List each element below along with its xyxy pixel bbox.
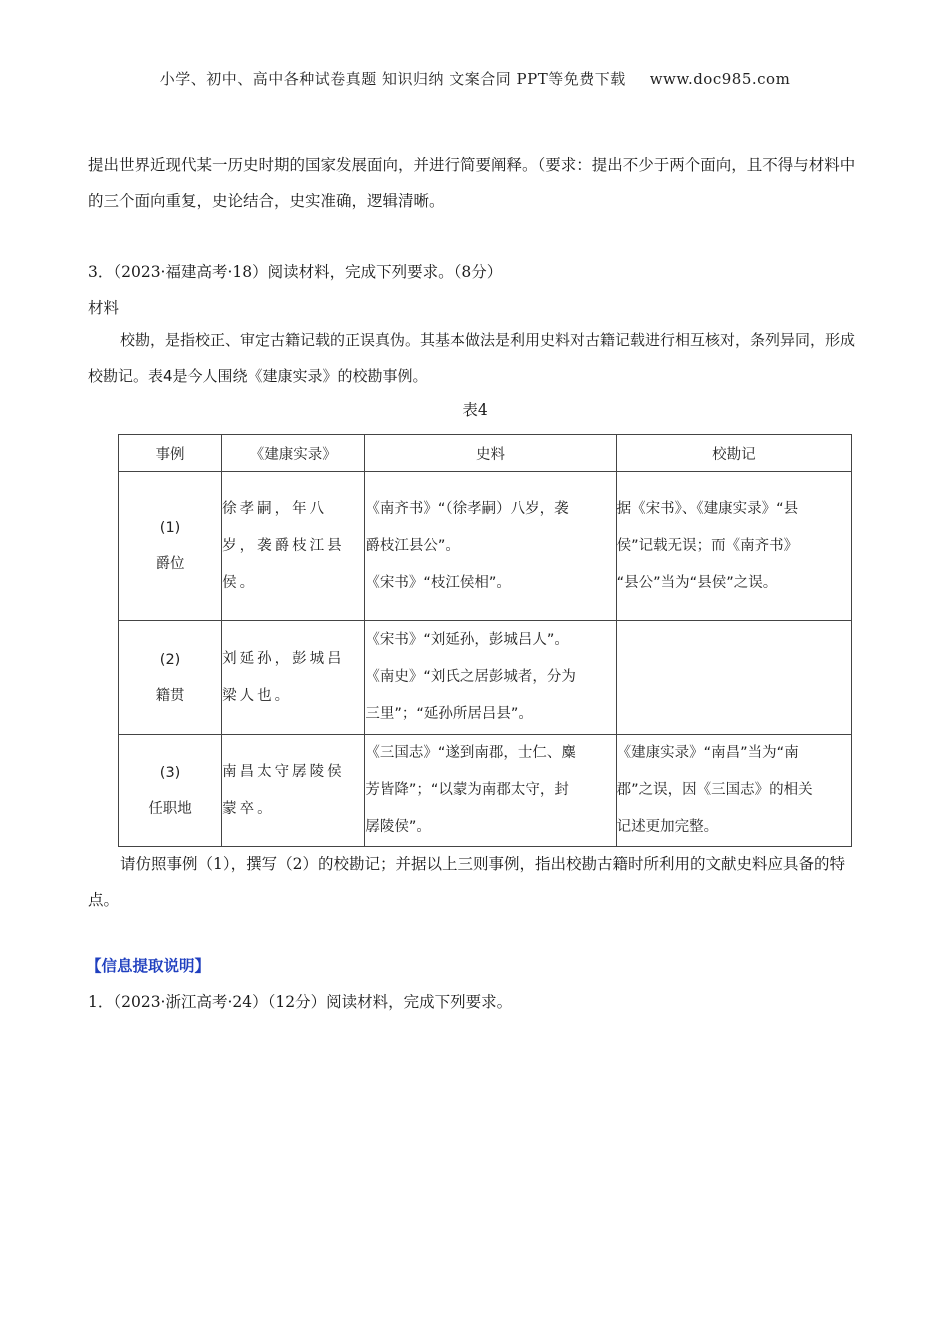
material-label: 材料 <box>88 299 120 317</box>
note-line: 侯”记载无误；而《南齐书》 <box>616 537 799 554</box>
sources-cell <box>365 621 616 735</box>
note-line: 记述更加完整。 <box>616 819 719 835</box>
note-cell <box>616 735 851 847</box>
header-jiankang-shilu: 《建康实录》 <box>222 435 365 472</box>
record-line: 蒙卒。 <box>222 800 275 817</box>
example-name: 籍贯 <box>155 687 185 704</box>
example-name: 爵位 <box>155 556 185 572</box>
record-line: 刘延孙，彭城吕 <box>222 650 345 667</box>
example-name: 任职地 <box>148 800 192 817</box>
record-line: 南昌太守孱陵侯 <box>222 763 345 780</box>
source-line: 三里”；“延孙所居吕县”。 <box>365 706 533 722</box>
question-3-title: 3．（2023·福建高考·18）阅读材料，完成下列要求。（8分） <box>88 263 503 281</box>
table-row <box>119 472 852 621</box>
header-site-link[interactable]: www.doc985.com <box>649 70 791 88</box>
source-line: 《三国志》“遂到南郡，士仁、麋 <box>365 745 576 761</box>
record-line: 侯。 <box>222 574 258 591</box>
header-collation-note: 校勘记 <box>616 435 851 472</box>
example-cell <box>119 472 222 621</box>
source-line: 爵枝江县公”。 <box>365 537 460 554</box>
record-cell <box>222 735 365 847</box>
table-row <box>119 735 852 847</box>
source-line: 孱陵侯”。 <box>365 819 431 835</box>
example-number: (1) <box>159 520 181 536</box>
section-title: 【信息提取说明】 <box>86 957 211 975</box>
source-line: 芳皆降”；“以蒙为南郡太守，封 <box>365 782 569 798</box>
source-line: 《宋书》“枝江侯相”。 <box>365 574 511 591</box>
record-cell <box>222 621 365 735</box>
note-line: “县公”当为“县侯”之误。 <box>616 574 778 591</box>
question-1-title: 1．（2023·浙江高考·24）（12分）阅读材料，完成下列要求。 <box>88 993 513 1011</box>
note-line: 《建康实录》“南昌”当为“南 <box>616 745 799 761</box>
collation-table <box>118 434 852 847</box>
header-sources: 史料 <box>365 435 616 472</box>
page-header <box>0 68 950 89</box>
source-line: 《宋书》“刘延孙，彭城吕人”。 <box>365 632 569 648</box>
sources-cell <box>365 472 616 621</box>
sources-cell <box>365 735 616 847</box>
example-cell <box>119 735 222 847</box>
record-cell <box>222 472 365 621</box>
header-example: 事例 <box>119 435 222 472</box>
record-line: 岁，袭爵枝江县 <box>222 537 345 554</box>
example-number: (3) <box>159 764 181 781</box>
note-cell <box>616 472 851 621</box>
note-line: 据《宋书》、《建康实录》“县 <box>616 500 799 517</box>
record-line: 梁人也。 <box>222 687 293 704</box>
intro-paragraph: 提出世界近现代某一历史时期的国家发展面向，并进行简要阐释。（要求：提出不少于两个面向，且不得与材料中的三个面向重复，史论结合，史实准确，逻辑清晰。 <box>88 156 856 210</box>
example-number: (2) <box>159 651 181 668</box>
note-cell-empty[interactable] <box>616 621 851 735</box>
header-text: 小学、初中、高中各种试卷真题 知识归纳 文案合同 PPT等免费下载 <box>159 70 626 88</box>
table-row <box>119 621 852 735</box>
source-line: 《南齐书》“（徐孝嗣）八岁，袭 <box>365 500 569 517</box>
table-header-row <box>119 435 852 472</box>
table-caption: 表4 <box>462 401 488 419</box>
material-text: 校勘，是指校正、审定古籍记载的正误真伪。其基本做法是利用史料对古籍记载进行相互核对，条列异同，形成校勘记。表4是今人围绕《建康实录》的校勘事例。 <box>88 331 856 385</box>
example-cell <box>119 621 222 735</box>
source-line: 《南史》“刘氏之居彭城者，分为 <box>365 669 576 685</box>
note-line: 郡”之误，因《三国志》的相关 <box>616 782 813 798</box>
question-3-task: 请仿照事例（1），撰写（2）的校勘记；并据以上三则事例，指出校勘古籍时所利用的文献史料应具备的特点。 <box>88 855 845 909</box>
record-line: 徐孝嗣，年八 <box>222 500 328 517</box>
